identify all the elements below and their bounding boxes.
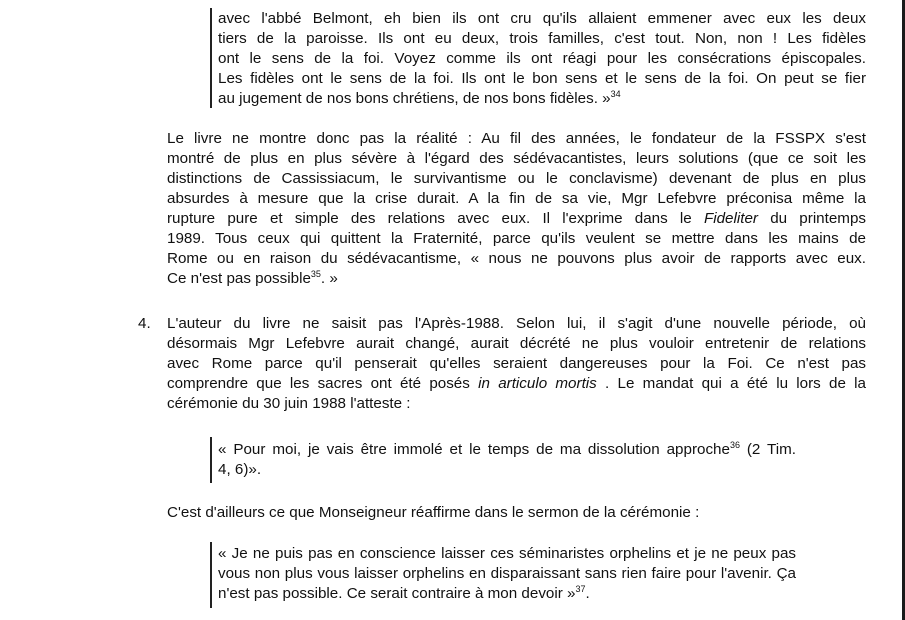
footnote-ref[interactable]: 34 xyxy=(610,89,621,99)
paragraph-line: Ce n'est pas possible$^{35}$. » xyxy=(167,269,338,287)
quote-bar xyxy=(210,542,212,608)
paragraph-line: rupture pure et simple des relations avec eux. Il l'exprime dans le Fideliter du printemps xyxy=(167,210,866,227)
quote-line: ont le sens de la foi. Voyez comme ils ont réagi pour les consécrations épiscopales. xyxy=(218,50,866,67)
quote-line: tiers de la paroisse. Ils ont eu deux, trois familles, c'est tout. Non, non ! Les fidèles xyxy=(218,30,866,47)
footnote-ref[interactable]: 37 xyxy=(575,584,586,594)
quote-line: avec l'abbé Belmont, eh bien ils ont cru qu'ils allaient emmener avec eux les deux xyxy=(218,10,866,27)
paragraph-line: Rome ou en raison du sédévacantisme, « nous ne pouvons plus avoir de rapports avec eux. xyxy=(167,250,866,267)
quote-bar xyxy=(210,437,212,483)
quote-line: 4, 6)». xyxy=(218,461,262,478)
paragraph-line: 1989. Tous ceux qui quittent la Fraternité, parce qu'ils veulent se mettre dans les mains de xyxy=(167,230,866,247)
list-line: désormais Mgr Lefebvre aurait changé, aurait décrété ne plus vouloir entretenir de relations xyxy=(167,335,866,352)
paragraph-line: montré de plus en plus sévère à l'égard des sédévacantistes, leurs solutions (que ce soit les xyxy=(167,150,866,167)
footnote-ref[interactable]: 36 xyxy=(729,440,740,450)
list-line: L'auteur du livre ne saisit pas l'Après-1988. Selon lui, il s'agit d'une nouvelle période, où xyxy=(167,315,866,332)
italic-title: Fideliter xyxy=(703,210,758,227)
list-number: 4. xyxy=(138,315,151,332)
quote-bar xyxy=(210,8,212,108)
list-line: comprendre que les sacres ont été posés in articulo mortis . Le mandat qui a été lu lors de la xyxy=(167,375,866,392)
quote-line: « Pour moi, je vais être immolé et le temps de ma dissolution approche$^{36}$ (2 Tim. xyxy=(218,440,796,458)
quote-line: n'est pas possible. Ce serait contraire à mon devoir »$^{37}$. xyxy=(218,584,590,602)
list-line: avec Rome parce qu'il penserait qu'elles seraient dangereuses pour la Foi. Ce n'est pas xyxy=(167,355,866,372)
quote-line: vous non plus vous laisser orphelins en disparaissant sans rien faire pour l'avenir. Ça xyxy=(218,565,796,582)
quote-line: Les fidèles ont le sens de la foi. Ils ont le bon sens et le sens de la foi. On peut se fier xyxy=(218,70,866,87)
quote-line: au jugement de nos bons chrétiens, de nos bons fidèles. »$^{34}$ xyxy=(218,89,621,107)
paragraph-line: Le livre ne montre donc pas la réalité : Au fil des années, le fondateur de la FSSPX s'est xyxy=(167,130,866,147)
paragraph-line: distinctions de Cassissiacum, le survivantisme ou le conclavisme) devenant de plus en plus xyxy=(167,170,866,187)
paragraph-line: absurdes à mesure que la crise durait. A la fin de sa vie, Mgr Lefebvre préconisa même la xyxy=(167,190,866,207)
quote-line: « Je ne puis pas en conscience laisser ces séminaristes orphelins et je ne peux pas xyxy=(218,545,796,562)
paragraph-2: C'est d'ailleurs ce que Monseigneur réaffirme dans le sermon de la cérémonie : xyxy=(167,504,700,521)
italic-phrase: in articulo mortis xyxy=(478,375,597,392)
footnote-ref[interactable]: 35 xyxy=(310,269,321,279)
list-line: cérémonie du 30 juin 1988 l'atteste : xyxy=(167,395,411,412)
